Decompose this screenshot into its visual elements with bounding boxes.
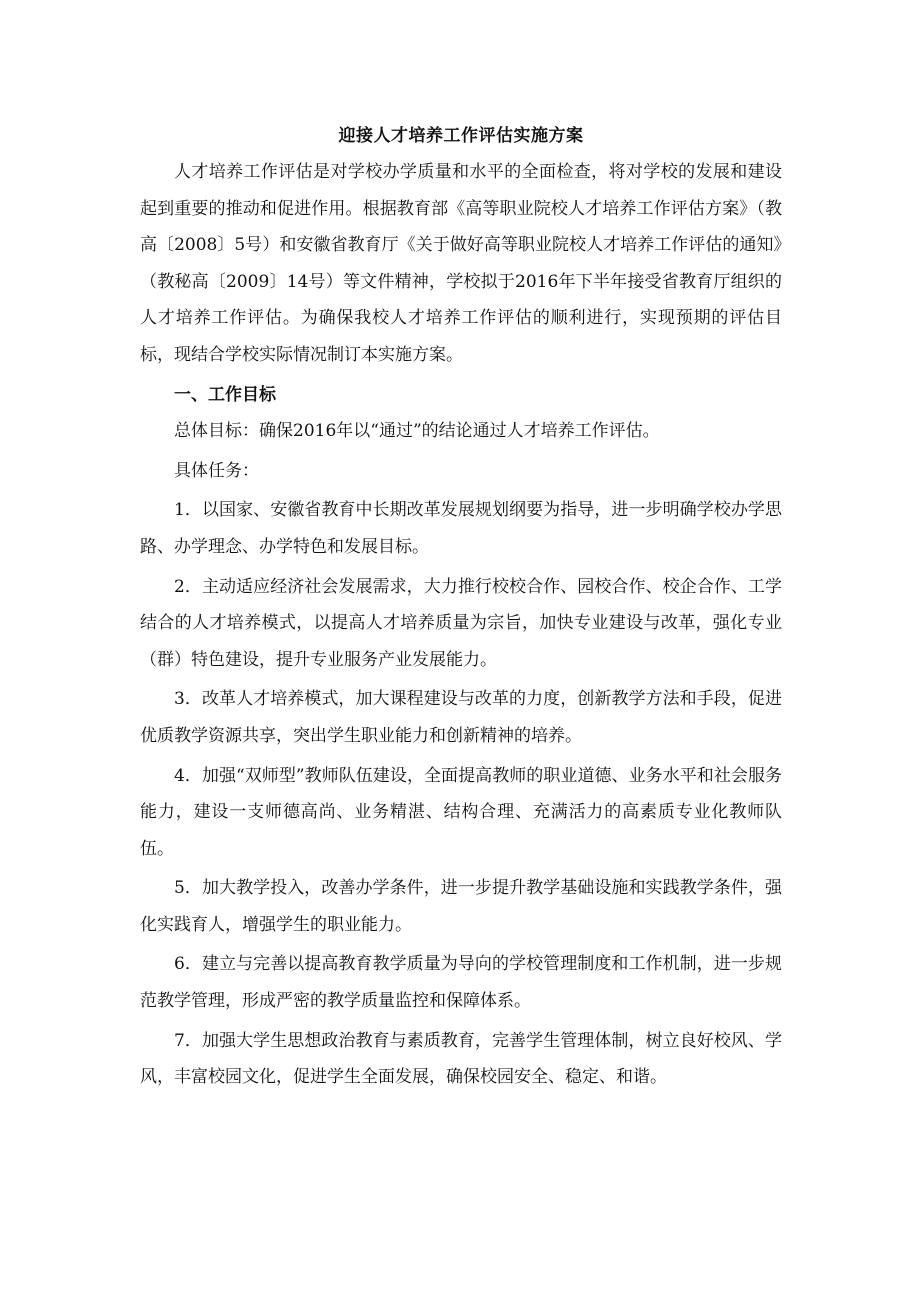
intro-paragraph: 人才培养工作评估是对学校办学质量和水平的全面检查，将对学校的发展和建设起到重要的推动和促进作用。根据教育部《高等职业院校人才培养工作评估方案》（教高〔2008〕5号）和安徽省教育厅《关于做好高等职业院校人才培养工作评估的通知》（教秘高〔2009〕14号）等文件精神，学校拟于2016年下半年接受省教育厅组织的人才培养工作评估。为确保我校人才培养工作评估的顺利进行，实现预期的评估目标，现结合学校实际情况制订本实施方案。 xyxy=(140,162,782,365)
task-item-4: 4．加强“双师型”教师队伍建设，全面提高教师的职业道德、业务水平和社会服务能力，建设一支师德高尚、业务精湛、结构合理、充满活力的高素质专业化教师队伍。 xyxy=(140,765,782,859)
task-item-3: 3．改革人才培养模式，加大课程建设与改革的力度，创新教学方法和手段，促进优质教学资源共享，突出学生职业能力和创新精神的培养。 xyxy=(140,689,782,746)
task-item-1: 1．以国家、安徽省教育中长期改革发展规划纲要为指导，进一步明确学校办学思路、办学理念、办学特色和发展目标。 xyxy=(140,500,782,557)
task-item-6: 6．建立与完善以提高教育教学质量为导向的学校管理制度和工作机制，进一步规范教学管理，形成严密的教学质量监控和保障体系。 xyxy=(140,954,782,1012)
section-heading-work-goals: 一、工作目标 xyxy=(174,384,276,405)
tasks-label: 具体任务： xyxy=(174,460,259,481)
task-item-2: 2．主动适应经济社会发展需求，大力推行校校合作、园校合作、校企合作、工学结合的人才培养模式，以提高人才培养质量为宗旨，加快专业建设与改革，强化专业（群）特色建设，提升专业服务产业发展能力。 xyxy=(140,576,782,670)
task-item-5: 5．加大教学投入，改善办学条件，进一步提升教学基础设施和实践教学条件，强化实践育人，增强学生的职业能力。 xyxy=(140,878,782,935)
document-page xyxy=(140,118,782,1096)
document-title: 迎接人才培养工作评估实施方案 xyxy=(338,126,584,146)
task-item-7: 7．加强大学生思想政治教育与素质教育，完善学生管理体制，树立良好校风、学风，丰富校园文化，促进学生全面发展，确保校园安全、稳定、和谐。 xyxy=(140,1030,782,1088)
overall-goal-paragraph: 总体目标：确保2016年以“通过”的结论通过人才培养工作评估。 xyxy=(174,421,660,442)
